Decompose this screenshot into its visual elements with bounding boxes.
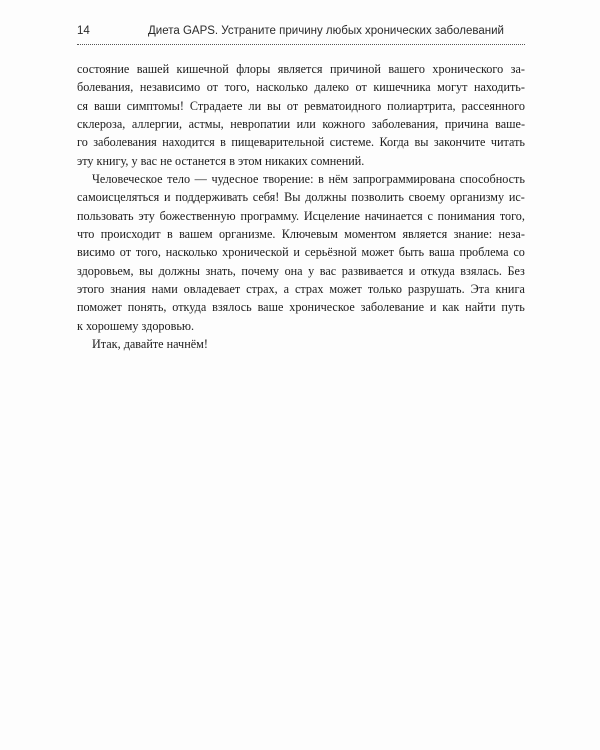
page-number: 14 <box>77 25 90 37</box>
text-line: к хорошему здоровью. <box>77 318 195 333</box>
text-line: поможет понять, откуда взялось ваше хроническое заболевание и как найти путь <box>77 300 525 315</box>
text-line: эту книгу, у вас не останется в этом никаких сомнений. <box>77 153 365 168</box>
header-divider <box>77 44 525 45</box>
text-line: ся ваши симптомы! Страдаете ли вы от ревматоидного полиартрита, рассеянного <box>77 98 525 113</box>
text-line: склероза, аллергии, астмы, невропатии или кожного заболевания, причина ваше- <box>77 117 525 132</box>
text-line: висимо от того, насколько хронической и серьёзной может быть ваша проблема со <box>77 245 525 260</box>
text-line: самоисцеляться и поддерживать себя! Вы должны позволить своему организму ис- <box>77 190 525 205</box>
text-line: состояние вашей кишечной флоры является причиной вашего хронического за- <box>77 62 525 76</box>
text-line: болевания, независимо от того, насколько далеко от кишечника могут находить- <box>77 80 525 95</box>
running-header <box>77 25 525 45</box>
paragraph-3 <box>77 335 525 353</box>
text-line: здоровьем, вы должны знать, почему она у вас развивается и откуда взялась. Без <box>77 263 525 278</box>
text-line: что происходит в вашем организме. Ключевым моментом является знание: неза- <box>77 227 525 242</box>
paragraph-2 <box>77 170 525 335</box>
text-line: Итак, давайте начнём! <box>92 337 208 352</box>
paragraph-1 <box>77 60 525 170</box>
body-text <box>77 60 525 354</box>
text-line: Человеческое тело — чудесное творение: в нём запрограммирована способность <box>92 172 525 187</box>
text-line: пользовать эту божественную программу. Исцеление начинается с понимания того, <box>77 208 525 223</box>
running-title: Диета GAPS. Устраните причину любых хронических заболеваний <box>148 25 504 37</box>
text-line: этого знания нами овладевает страх, а страх может только разрушать. Эта книга <box>77 282 525 297</box>
text-line: го заболевания находится в пищеварительной системе. Когда вы закончите читать <box>77 135 525 150</box>
